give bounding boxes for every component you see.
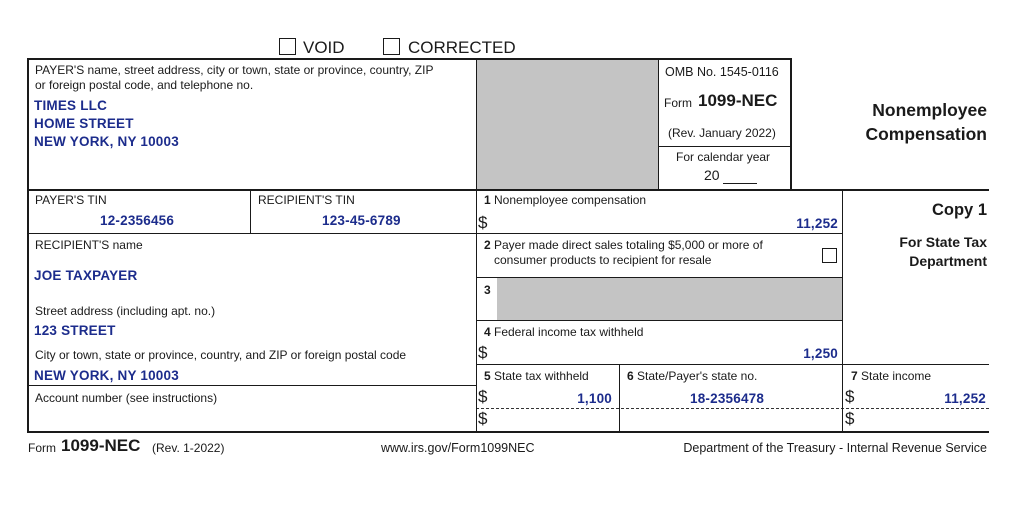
col-divider-box5-6: [619, 364, 620, 432]
form-bottom-border: [27, 431, 989, 433]
row-divider-box5: [476, 364, 989, 365]
account-number-label: Account number (see instructions): [35, 391, 218, 405]
box3-shaded: [497, 278, 842, 320]
recipient-name: JOE TAXPAYER: [34, 268, 138, 283]
box2-number: 2: [484, 238, 491, 252]
box5-label: State tax withheld: [494, 369, 589, 383]
box5-dollar: $: [478, 387, 488, 406]
omb-rev: (Rev. January 2022): [668, 126, 776, 140]
calendar-year-blank[interactable]: [723, 183, 757, 184]
omb-right-border: [790, 58, 792, 190]
box5-value[interactable]: 1,100: [577, 391, 612, 406]
box4-dollar: $: [478, 343, 488, 362]
col-divider-tin: [250, 189, 251, 234]
footer-form-name: 1099-NEC: [61, 436, 141, 455]
box2-label-line1: Payer made direct sales totaling $5,000 or more of: [494, 238, 763, 252]
shaded-area-top: [476, 60, 658, 189]
payer-label-line2: or foreign postal code, and telephone no.: [35, 78, 254, 92]
box6-value[interactable]: 18-2356478: [690, 391, 765, 406]
recipient-street-label: Street address (including apt. no.): [35, 304, 216, 318]
form-left-border: [27, 58, 29, 432]
payer-city: NEW YORK, NY 10003: [34, 134, 179, 149]
corrected-checkbox[interactable]: [383, 38, 400, 55]
box6-number: 6: [627, 369, 634, 383]
row-divider-tin: [27, 189, 989, 191]
row-divider-box3: [476, 277, 842, 278]
row-divider-box4: [476, 320, 842, 321]
box7-label: State income: [861, 369, 932, 383]
omb-number: OMB No. 1545-0116: [665, 65, 779, 79]
payer-label-line1: PAYER'S name, street address, city or town, state or province, country, ZIP: [35, 63, 434, 77]
recipient-street: 123 STREET: [34, 323, 116, 338]
row-divider-account: [27, 385, 476, 386]
box1-value[interactable]: 11,252: [796, 216, 838, 231]
recipient-tin-label: RECIPIENT'S TIN: [258, 193, 355, 207]
copy-line1: For State Tax: [899, 234, 987, 250]
box4-value[interactable]: 1,250: [803, 346, 838, 361]
footer-url[interactable]: www.irs.gov/Form1099NEC: [381, 441, 535, 455]
box1-label: Nonemployee compensation: [494, 193, 647, 207]
footer-form-prefix: Form: [28, 441, 56, 455]
copy-title: Copy 1: [931, 201, 987, 219]
calendar-year-label: For calendar year: [676, 150, 771, 164]
payer-street: HOME STREET: [34, 116, 134, 131]
box4-label: Federal income tax withheld: [494, 325, 644, 339]
box6-label: State/Payer's state no.: [637, 369, 758, 383]
footer-department: Department of the Treasury - Internal Revenue Service: [683, 441, 987, 455]
box7-dollar-row2: $: [845, 409, 855, 428]
omb-divider-1: [658, 146, 791, 147]
corrected-label: CORRECTED: [408, 38, 516, 57]
copy-line2: Department: [909, 253, 987, 269]
recipient-tin-value: 123-45-6789: [322, 213, 401, 228]
box1-number: 1: [484, 193, 491, 207]
box7-number: 7: [851, 369, 858, 383]
payer-tin-label: PAYER'S TIN: [35, 193, 107, 207]
col-divider-omb: [658, 58, 659, 190]
footer-rev: (Rev. 1-2022): [152, 441, 225, 455]
form-top-border: [27, 58, 792, 60]
box5-dollar-row2: $: [478, 409, 488, 428]
payer-name: TIMES LLC: [34, 98, 108, 113]
omb-form-name: 1099-NEC: [698, 91, 778, 110]
title-line2: Compensation: [865, 124, 987, 144]
recipient-city: NEW YORK, NY 10003: [34, 368, 179, 383]
calendar-year-prefix: 20: [704, 167, 720, 183]
recipient-city-label: City or town, state or province, country, and ZIP or foreign postal code: [35, 348, 407, 362]
box7-value[interactable]: 11,252: [944, 391, 986, 406]
payer-tin-value: 12-2356456: [100, 213, 175, 228]
box2-label-line2: consumer products to recipient for resale: [494, 253, 712, 267]
col-divider-payer: [476, 58, 477, 432]
box7-dollar: $: [845, 387, 855, 406]
box5-number: 5: [484, 369, 491, 383]
box2-checkbox[interactable]: [822, 248, 837, 263]
row-divider-recipient: [27, 233, 842, 234]
box3-number: 3: [484, 283, 491, 297]
void-checkbox[interactable]: [279, 38, 296, 55]
box1-dollar: $: [478, 213, 488, 232]
void-label: VOID: [303, 38, 345, 57]
omb-form-prefix: Form: [664, 96, 692, 110]
title-line1: Nonemployee: [872, 100, 987, 120]
col-divider-copy: [842, 189, 843, 432]
recipient-name-label: RECIPIENT'S name: [35, 238, 143, 252]
box4-number: 4: [484, 325, 491, 339]
state-row-dashed: [476, 408, 989, 409]
